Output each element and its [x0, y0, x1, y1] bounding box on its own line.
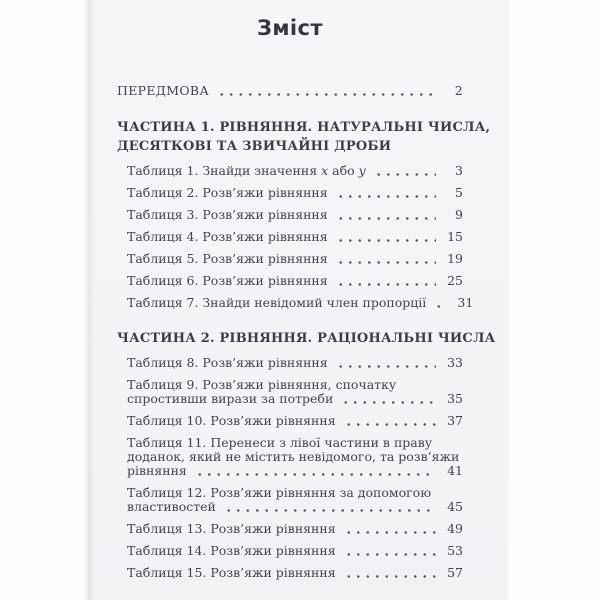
toc-entry [117, 208, 463, 222]
dot-leader [224, 508, 436, 513]
entry-label: Таблиця 8. Розв’яжи рівняння [127, 355, 328, 370]
entry-label: Таблиця 13. Розв’яжи рівняння [127, 521, 336, 536]
entry-page-number: 53 [447, 543, 463, 558]
toc-entry [117, 164, 463, 178]
toc-entry [117, 414, 463, 428]
entry-page-number: 45 [447, 499, 463, 514]
entry-label: Таблиця 5. Розв’яжи рівняння [127, 251, 328, 266]
dot-leader [336, 216, 436, 221]
dot-leader [344, 574, 436, 579]
entry-page-number: 19 [447, 251, 463, 266]
dot-leader [336, 282, 436, 287]
toc-entry [117, 274, 463, 288]
entry-last-line [127, 252, 463, 266]
toc-entry [117, 356, 463, 370]
toc-entry [117, 230, 463, 244]
entry-label: Таблиця 6. Розв’яжи рівняння [127, 273, 328, 288]
entry-label: спростивши вирази за потреби [127, 391, 334, 406]
table-of-contents [117, 83, 496, 580]
toc-entry [117, 486, 463, 514]
entry-page-number: 57 [447, 565, 463, 580]
entry-page-number: 9 [455, 207, 463, 222]
entry-page-number: 5 [455, 185, 463, 200]
entry-last-line [127, 566, 463, 580]
entry-label: Таблиця 4. Розв’яжи рівняння [127, 229, 328, 244]
entry-last-line [127, 500, 463, 514]
toc-entry [117, 378, 463, 406]
entry-last-line [127, 544, 463, 558]
entry-label: властивостей [127, 499, 216, 514]
entry-last-line [127, 274, 463, 288]
entry-label: Таблиця 14. Розв’яжи рівняння [127, 543, 336, 558]
dot-leader [195, 472, 436, 477]
entry-label: Таблиця 2. Розв’яжи рівняння [127, 185, 328, 200]
toc-section [117, 118, 491, 310]
toc-entry-preface [117, 84, 463, 98]
entry-page-number: 35 [447, 391, 463, 406]
entry-last-line [127, 164, 463, 178]
entry-page-number: 41 [447, 463, 463, 478]
section-heading [117, 329, 496, 348]
entry-page-number: 3 [455, 163, 463, 178]
entry-page-number: 15 [447, 229, 463, 244]
entry-line: Таблиця 12. Розв’яжи рівняння за допомогою [127, 485, 432, 500]
toc-section [117, 329, 496, 580]
entry-line: Таблиця 11. Перенеси з лівої частини в праву [127, 435, 433, 450]
dot-leader [374, 172, 436, 177]
entry-label: Таблиця 7. Знайди невідомий член пропорції [127, 295, 427, 310]
page-title: Зміст [257, 16, 323, 40]
dot-leader [344, 552, 436, 557]
entry-page-number: 31 [457, 295, 474, 310]
entry-last-line [127, 464, 463, 478]
entry-last-line [127, 392, 463, 406]
section-heading-line: ЧАСТИНА 1. РІВНЯННЯ. НАТУРАЛЬНІ ЧИСЛА, [117, 120, 491, 135]
dot-leader [434, 304, 446, 309]
entry-label: Таблиця 15. Розв’яжи рівняння [127, 565, 336, 580]
section-heading-line: ЧАСТИНА 2. РІВНЯННЯ. РАЦІОНАЛЬНІ ЧИСЛА [117, 331, 496, 346]
preface-page-number: 2 [454, 83, 463, 98]
dot-leader [217, 92, 436, 97]
entry-last-line [127, 186, 463, 200]
dot-leader [341, 400, 436, 405]
page-content [88, 0, 506, 580]
entry-label: Таблиця 10. Розв’яжи рівняння [127, 413, 336, 428]
toc-entry [117, 544, 463, 558]
toc-entry [117, 252, 463, 266]
entry-line: доданок, який не містить невідомого, та розв’яжи [127, 449, 460, 464]
entry-page-number: 37 [447, 413, 463, 428]
entry-last-line [127, 295, 474, 310]
book-page [88, 0, 506, 600]
section-heading [117, 118, 491, 156]
toc-entry [117, 436, 463, 478]
entry-last-line [127, 522, 463, 536]
entry-label: рівняння [127, 463, 187, 478]
entry-page-number: 33 [447, 355, 463, 370]
dot-leader [336, 194, 436, 199]
dot-leader [344, 422, 436, 427]
entry-last-line [127, 414, 463, 428]
entry-last-line [127, 356, 463, 370]
dot-leader [336, 260, 436, 265]
entry-line: Таблиця 9. Розв’яжи рівняння, спочатку [127, 377, 397, 392]
dot-leader [336, 364, 436, 369]
preface-label: ПЕРЕДМОВА [117, 83, 210, 98]
entry-last-line [127, 230, 463, 244]
toc-entry [117, 186, 463, 200]
toc-entry [117, 522, 463, 536]
entry-label: Таблиця 3. Розв’яжи рівняння [127, 207, 328, 222]
dot-leader [336, 238, 436, 243]
toc-entry [117, 566, 463, 580]
entry-page-number: 49 [447, 521, 463, 536]
section-heading-line: ДЕСЯТКОВІ ТА ЗВИЧАЙНІ ДРОБИ [117, 139, 392, 154]
entry-page-number: 25 [447, 273, 463, 288]
entry-last-line [127, 208, 463, 222]
toc-sections [117, 118, 496, 580]
dot-leader [344, 530, 436, 535]
toc-entry [117, 295, 474, 310]
entry-label: Таблиця 1. Знайди значення x або y [127, 163, 366, 178]
